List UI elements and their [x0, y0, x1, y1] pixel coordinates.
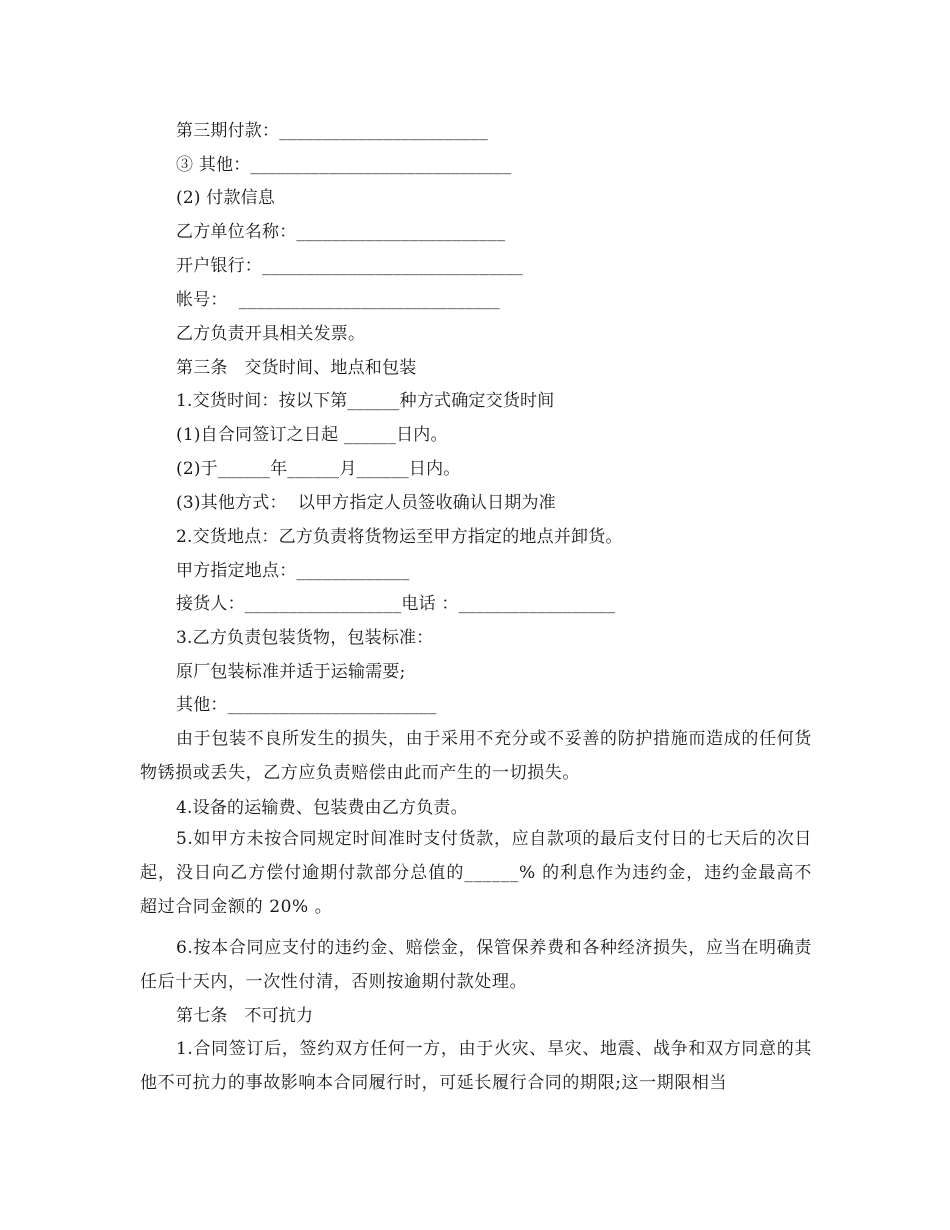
delivery-option-2: (2)于______年______月______日内。 [176, 459, 461, 479]
penalty-settlement-paragraph: 6.按本合同应支付的违约金、赔偿金，保管保养费和各种经济损失，应当在明确责任后十天内，一次性付清，否则按逾期付款处理。 [140, 938, 812, 992]
packaging-standard-line: 原厂包装标准并适于运输需要; [176, 662, 406, 682]
delivery-place-line: 2.交货地点：乙方负责将货物运至甲方指定的地点并卸货。 [176, 527, 623, 547]
third-payment-line: 第三期付款：________________________ [176, 121, 488, 141]
packaging-line: 3.乙方负责包装货物，包装标准： [176, 628, 434, 648]
article-three-heading: 第三条 交货时间、地点和包装 [176, 358, 417, 378]
transport-fee-line: 4.设备的运输费、包装费由乙方负责。 [176, 798, 468, 818]
delivery-option-1: (1)自合同签订之日起 ______日内。 [176, 425, 448, 445]
party-b-name-line: 乙方单位名称：________________________ [176, 222, 506, 242]
delivery-time-line: 1.交货时间：按以下第______种方式确定交货时间 [176, 391, 555, 411]
receiver-phone-line: 接货人：__________________电话 ：__________________ [176, 594, 616, 614]
packaging-loss-paragraph: 由于包装不良所发生的损失，由于采用不充分或不妥善的防护措施而造成的任何货物锈损或丢失，乙方应负责赔偿由此而产生的一切损失。 [140, 729, 812, 783]
payment-info-heading: (2) 付款信息 [176, 188, 276, 208]
late-payment-paragraph: 5.如甲方未按合同规定时间准时支付货款，应自款项的最后支付日的七天后的次日起，没日向乙方偿付逾期付款部分总值的______% 的利息作为违约金，违约金最高不超过合同金额的 20% 。 [140, 829, 812, 917]
other-payment-line: ③ 其他：______________________________ [176, 155, 512, 175]
delivery-option-3: (3)其他方式： 以甲方指定人员签收确认日期为准 [176, 493, 556, 513]
bank-line: 开户银行：______________________________ [176, 256, 523, 276]
packaging-other-line: 其他：________________________ [176, 695, 437, 715]
designated-place-line: 甲方指定地点：_____________ [176, 561, 410, 581]
invoice-line: 乙方负责开具相关发票。 [176, 324, 366, 344]
article-seven-heading: 第七条 不可抗力 [176, 1006, 314, 1026]
force-majeure-paragraph: 1.合同签订后，签约双方任何一方，由于火灾、旱灾、地震、战争和双方同意的其他不可抗力的事故影响本合同履行时，可延长履行合同的期限;这一期限相当 [140, 1039, 812, 1093]
account-line: 帐号： ______________________________ [176, 290, 500, 310]
